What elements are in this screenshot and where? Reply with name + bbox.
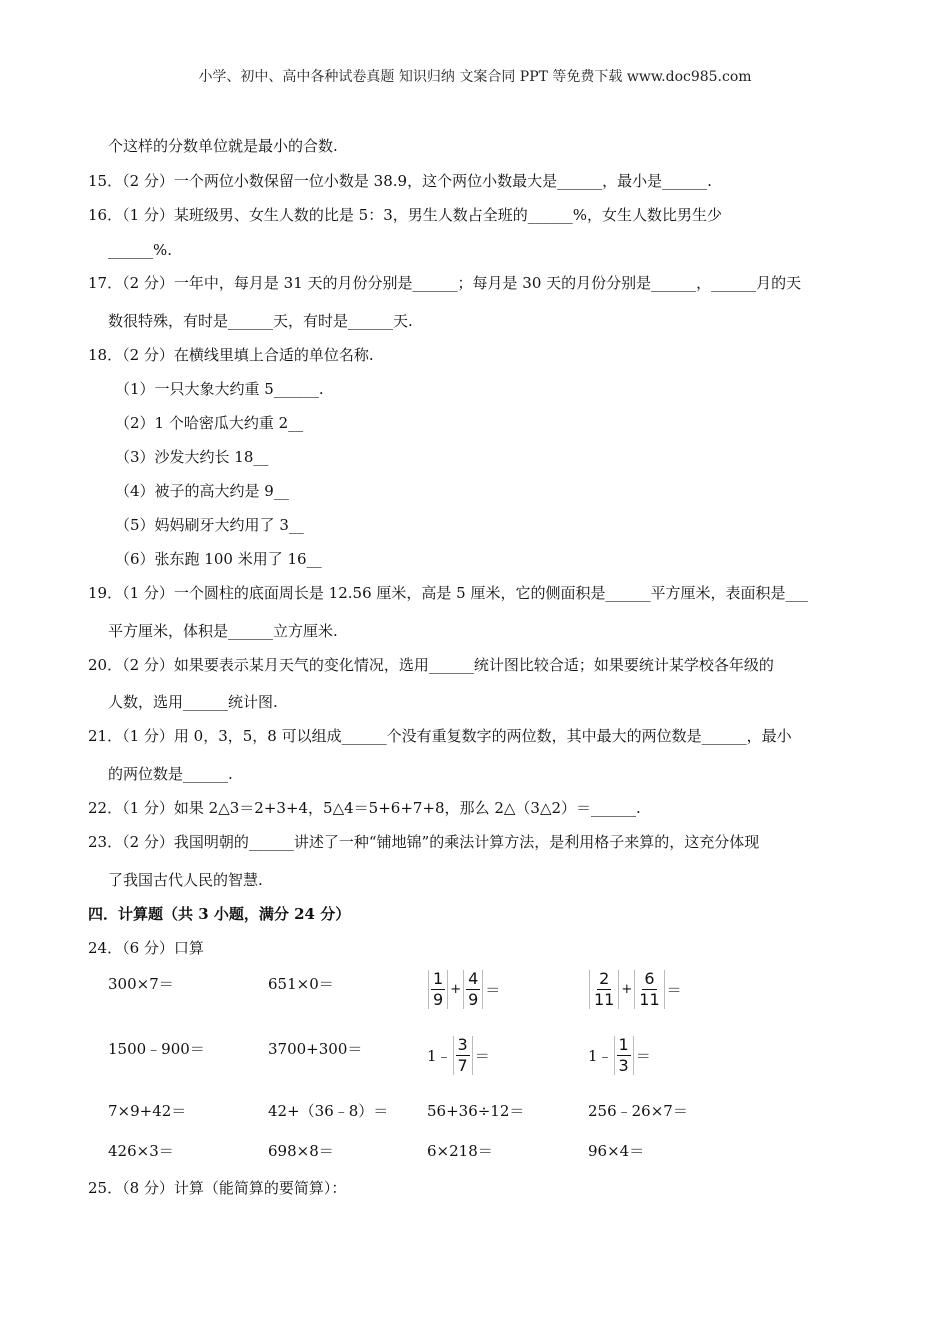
- calc-item: 256﹣26×7＝: [588, 1102, 688, 1120]
- question-18-item-2: （2）1 个哈密瓜大约重 2__: [115, 414, 304, 432]
- question-21: 21．（1 分）用 0，3，5，8 可以组成______个没有重复数字的两位数，其中最大的两位数是______，最小: [88, 727, 792, 745]
- fraction: [453, 1036, 473, 1075]
- calc-item: 6×218＝: [427, 1142, 493, 1160]
- question-18: 18．（2 分）在横线里填上合适的单位名称.: [88, 346, 374, 364]
- numerator: 6: [644, 969, 655, 988]
- numerator: 1: [433, 969, 444, 988]
- fraction-expr-4: [588, 1036, 651, 1075]
- equals-sign: ＝: [485, 981, 501, 999]
- denominator: 7: [457, 1056, 468, 1075]
- question-20: 20．（2 分）如果要表示某月天气的变化情况，选用______统计图比较合适；如果要统计某学校各年级的: [88, 656, 774, 674]
- numerator: 2: [599, 969, 610, 988]
- section-4-title: 四．计算题（共 3 小题，满分 24 分）: [88, 905, 351, 923]
- fraction: [634, 970, 664, 1009]
- calc-item: 56+36÷12＝: [427, 1102, 525, 1120]
- question-15: 15．（2 分）一个两位小数保留一位小数是 38.9，这个两位小数最大是______，最小是______.: [88, 172, 712, 190]
- calc-item: 698×8＝: [268, 1142, 334, 1160]
- calc-item: 651×0＝: [268, 975, 334, 993]
- question-18-item-6: （6）张东跑 100 米用了 16__: [115, 550, 322, 568]
- prefix: 1﹣: [427, 1047, 452, 1065]
- fraction-expr-2: [588, 970, 682, 1009]
- question-18-item-4: （4）被子的高大约是 9__: [115, 482, 289, 500]
- fraction: [589, 970, 619, 1009]
- question-19-cont: 平方厘米，体积是______立方厘米.: [108, 622, 338, 640]
- prefix: 1﹣: [588, 1047, 613, 1065]
- question-19: 19．（1 分）一个圆柱的底面周长是 12.56 厘米，高是 5 厘米，它的侧面积是______平方厘米，表面积是___: [88, 584, 808, 602]
- fraction-expr-1: [427, 970, 500, 1009]
- question-23: 23．（2 分）我国明朝的______讲述了一种“铺地锦”的乘法计算方法，是利用格子来算的，这充分体现: [88, 833, 760, 851]
- numerator: 1: [618, 1035, 629, 1054]
- question-18-item-3: （3）沙发大约长 18__: [115, 448, 269, 466]
- question-16-cont: ______%.: [108, 241, 173, 259]
- question-25: 25．（8 分）计算（能简算的要简算）：: [88, 1179, 347, 1197]
- question-18-item-5: （5）妈妈刷牙大约用了 3__: [115, 516, 304, 534]
- denominator: 11: [594, 990, 615, 1009]
- equals-sign: ＝: [635, 1047, 651, 1065]
- question-17-cont: 数很特殊，有时是______天，有时是______天.: [108, 312, 413, 330]
- calc-item: 300×7＝: [108, 975, 174, 993]
- equals-sign: ＝: [666, 981, 682, 999]
- operator: +: [450, 982, 462, 997]
- question-16: 16．（1 分）某班级男、女生人数的比是 5：3，男生人数占全班的______%，女生人数比男生少: [88, 206, 723, 224]
- denominator: 9: [433, 990, 444, 1009]
- continued-text: 个这样的分数单位就是最小的合数.: [108, 137, 338, 155]
- numerator: 3: [457, 1035, 468, 1054]
- question-22: 22．（1 分）如果 2△3＝2+3+4，5△4＝5+6+7+8，那么 2△（3△2）＝______.: [88, 799, 641, 817]
- page-header: 小学、初中、高中各种试卷真题 知识归纳 文案合同 PPT 等免费下载 www.doc985.com: [198, 69, 752, 85]
- denominator: 3: [618, 1056, 629, 1075]
- question-23-cont: 了我国古代人民的智慧.: [108, 871, 263, 889]
- numerator: 4: [468, 969, 479, 988]
- denominator: 9: [468, 990, 479, 1009]
- fraction: [428, 970, 448, 1009]
- question-18-item-1: （1）一只大象大约重 5______.: [115, 380, 324, 398]
- fraction-expr-3: [427, 1036, 490, 1075]
- operator: +: [621, 982, 633, 997]
- calc-item: 426×3＝: [108, 1142, 174, 1160]
- denominator: 11: [639, 990, 660, 1009]
- fraction: [614, 1036, 634, 1075]
- calc-item: 96×4＝: [588, 1142, 645, 1160]
- question-24: 24．（6 分）口算: [88, 939, 204, 957]
- calc-item: 1500﹣900＝: [108, 1040, 205, 1058]
- calc-item: 7×9+42＝: [108, 1102, 187, 1120]
- question-17: 17．（2 分）一年中，每月是 31 天的月份分别是______；每月是 30 天的月份分别是______，______月的天: [88, 274, 802, 292]
- question-20-cont: 人数，选用______统计图.: [108, 693, 278, 711]
- fraction: [463, 970, 483, 1009]
- question-21-cont: 的两位数是______.: [108, 765, 233, 783]
- calc-item: 42+（36﹣8）＝: [268, 1102, 389, 1120]
- calc-item: 3700+300＝: [268, 1040, 363, 1058]
- equals-sign: ＝: [474, 1047, 490, 1065]
